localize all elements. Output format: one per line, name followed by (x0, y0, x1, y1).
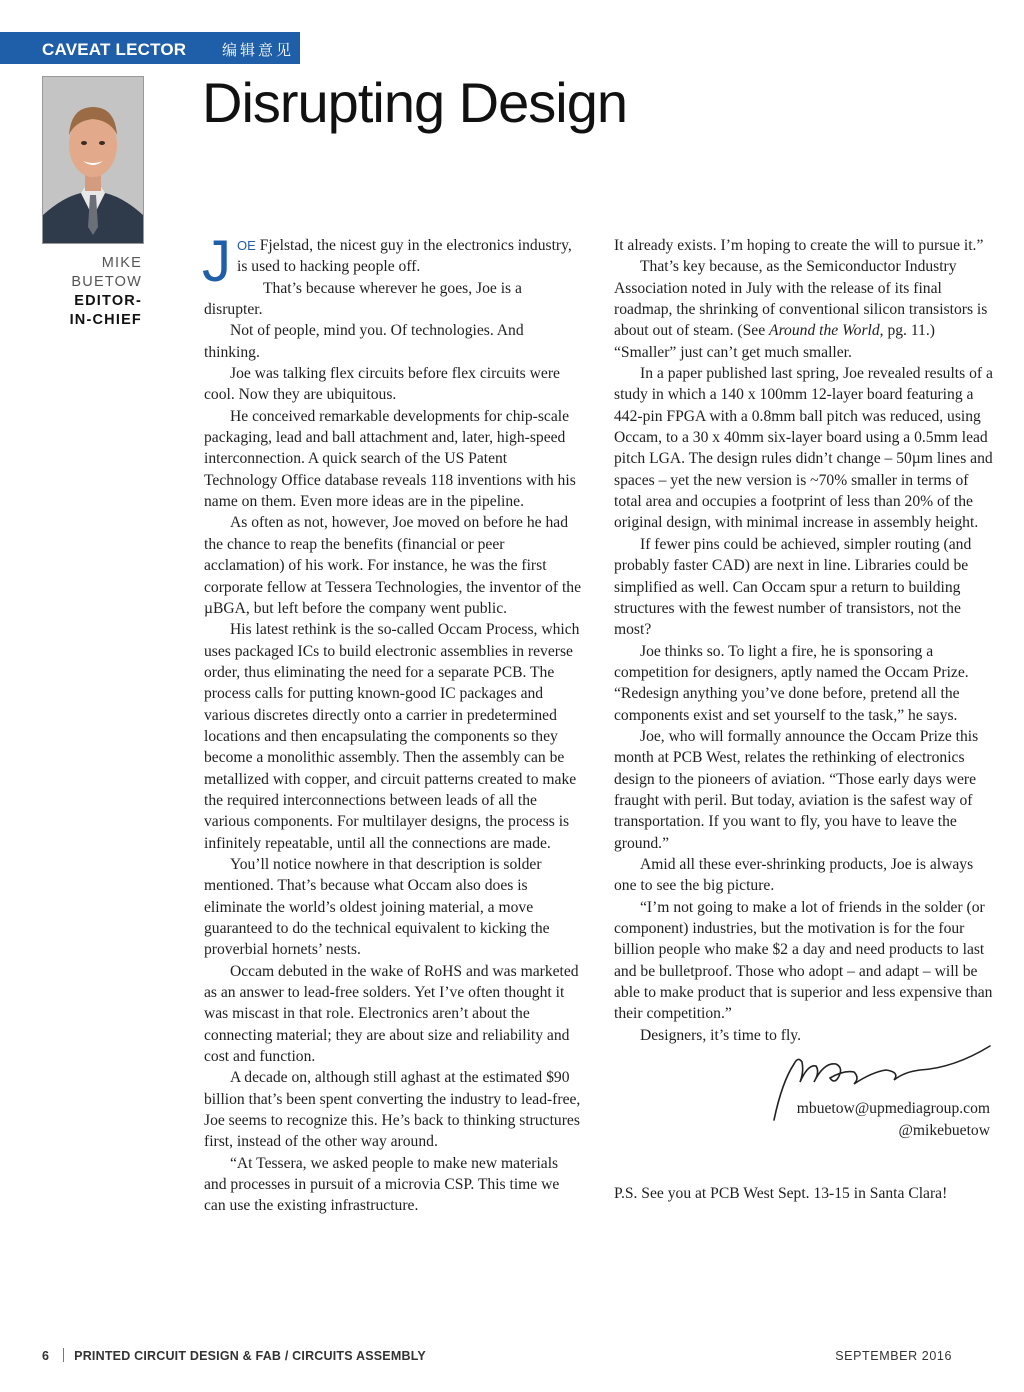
author-credit (42, 254, 142, 330)
article-paragraph: It already exists. I’m hoping to create the will to pursue it.” (614, 237, 984, 254)
section-label-chinese: 编辑意见 (222, 41, 295, 59)
author-title-line2: IN-CHIEF (69, 312, 142, 328)
author-photo (42, 76, 144, 244)
article-paragraph: In a paper published last spring, Joe revealed results of a study in which a 140 x 100mm 12-layer board featuring a 442-pin FPGA with a 0.8mm ball pitch was reduced, using Occam, to a 30 x 40mm six-layer board using a 0.5mm lead pitch LGA. The design rules didn’t change – 50µm lines and spaces – yet the new version is ~70% smaller in terms of total area and occupies a footprint of less than 20% of the original design, with minimal increase in assembly height. (614, 365, 993, 532)
article-column-left (202, 229, 582, 1217)
article-paragraph: Amid all these ever-shrinking products, Joe is always one to see the big picture. (614, 855, 974, 895)
author-headshot-image (43, 77, 143, 243)
article-paragraph: Not of people, mind you. Of technologies. And thinking. (204, 322, 524, 361)
paragraph-text: , pg. 11.) “Smaller” just can’t get much smaller. (614, 322, 935, 361)
article-paragraph: Joe thinks so. To light a fire, he is sponsoring a competition for designers, aptly named the Occam Prize. “Redesign anything you’ve done before, pretend all the components exist and set yourself to the task,” he says. (614, 642, 969, 724)
article-paragraph (614, 256, 994, 363)
article-paragraph: You’ll notice nowhere in that description is solder mentioned. That’s because what Occam also does is eliminate the world’s oldest joining material, a move guaranteed to do the technical equivalent to kicking the proverbial hornets’ nests. (204, 855, 550, 959)
article-paragraph: His latest rethink is the so-called Occam Process, which uses packaged ICs to build electronic assemblies in reverse order, thus eliminating the need for a separate PCB. The process calls for putting known-good IC packages and various discretes directly onto a carrier in predetermined locations and then encapsulating the components so they become a monolithic assembly. Then the assembly can be metallized with copper, and circuit patterns created to make the required interconnections between leads of all the various components. For multilayer designs, the process is infinitely repeatable, until all the connections are made. (204, 621, 580, 852)
article-paragraph: “At Tessera, we asked people to make new materials and processes in pursuit of a microvia CSP. This time we can use the existing infrastructure. (204, 1154, 560, 1215)
signature-block (614, 1048, 994, 1143)
article-paragraph: Joe, who will formally announce the Occam Prize this month at PCB West, relates the rethinking of electronics design to the pioneers of aviation. “Those early days were fraught with peril. But today, aviation is the safest way of transportation. If you want to fly, you have to leave the ground.” (614, 727, 979, 852)
lead-smallcaps: OE (237, 238, 256, 253)
postscript: P.S. See you at PCB West Sept. 13-15 in Santa Clara! (614, 1185, 948, 1203)
article-paragraph: If fewer pins could be achieved, simpler routing (and probably faster CAD) are next in line. Libraries could be simplified as well. Can Occam spur a return to building structures with the fewest number of transistors, not the most? (614, 535, 972, 639)
article-paragraph: He conceived remarkable developments for chip-scale packaging, lead and ball attachment and, later, high-speed interconnection. A quick search of the US Patent Technology Office database reveals 118 inventions with his name on them. Even more ideas are in the pipeline. (204, 407, 576, 511)
author-first-name: MIKE (101, 255, 142, 271)
issue-date: SEPTEMBER 2016 (835, 1349, 952, 1363)
author-last-name: BUETOW (71, 274, 142, 290)
drop-cap: J (202, 229, 231, 294)
article-column-right (614, 235, 994, 1204)
footer-divider (63, 1348, 64, 1362)
publication-name: PRINTED CIRCUIT DESIGN & FAB / CIRCUITS ASSEMBLY (74, 1349, 426, 1363)
author-title-line1: EDITOR- (74, 293, 142, 309)
author-email[interactable]: mbuetow@upmediagroup.com (796, 1100, 990, 1118)
page-footer-left (42, 1348, 426, 1363)
paragraph-text: Fjelstad, the nicest guy in the electronics industry, is used to hacking people off. (237, 237, 572, 276)
cross-reference-italic: Around the World (769, 322, 880, 340)
article-lead-paragraph (202, 229, 582, 294)
article-paragraph: “I’m not going to make a lot of friends in the solder (or component) industries, but the motivation is for the four billion people who make $2 a day and need products to last and be bulletproof. Those who adopt – and adapt – will be able to make product that is superior and less expensive than their competition.” (614, 898, 993, 1023)
paragraph-text: That’s key because, as the Semiconductor Industry Association noted in July with the release of its final roadmap, the shrinking of conventional silicon transistors is about out of steam. (See (614, 258, 988, 340)
article-paragraph: That’s because wherever he goes, Joe is a disrupter. (204, 279, 522, 319)
article-paragraph: A decade on, although still aghast at the estimated $90 billion that’s been spent converting the industry to lead-free, Joe seems to recognize this. He’s back to thinking structures first, instead of the other way around. (204, 1069, 581, 1151)
article-paragraph: Occam debuted in the wake of RoHS and was marketed as an answer to lead-free solders. Yet I’ve often thought it was miscast in that role. Electronics aren’t about the connecting material; they are about size and reliability and cost and function. (204, 962, 579, 1066)
author-social-handle[interactable]: @mikebuetow (898, 1122, 990, 1140)
section-label: CAVEAT LECTOR (42, 40, 187, 59)
article-paragraph: Designers, it’s time to fly. (640, 1026, 801, 1044)
article-paragraph: Joe was talking flex circuits before flex circuits were cool. Now they are ubiquitous. (204, 365, 560, 404)
page-number: 6 (42, 1349, 50, 1363)
article-headline: Disrupting Design (202, 71, 627, 134)
article-paragraph: As often as not, however, Joe moved on before he had the chance to reap the benefits (financial or peer acclamation) of his work. For instance, he was the first corporate fellow at Tessera Technologies, the inventor of the µBGA, but left before the company went public. (204, 514, 581, 617)
